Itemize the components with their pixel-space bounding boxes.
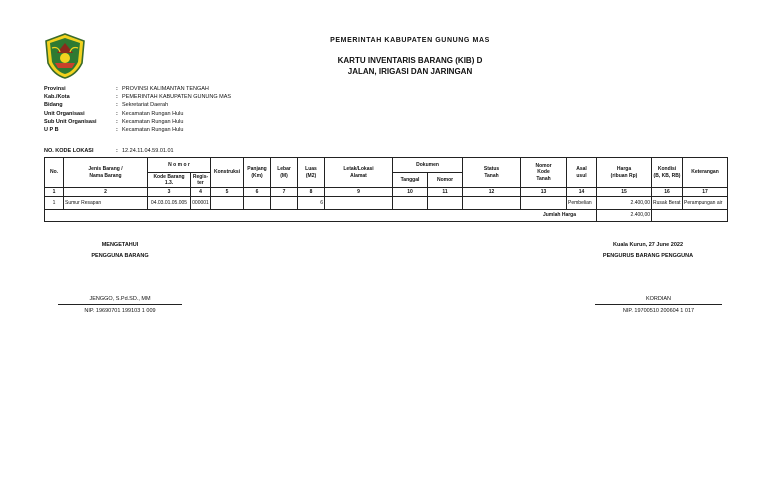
col-tanggal: Tanggal — [393, 173, 428, 188]
col-panjang-line1: Panjang — [247, 166, 267, 172]
info-value: Kecamatan Rungan Hulu — [122, 110, 184, 117]
col-number: 9 — [325, 188, 393, 197]
col-harga-line2: (ribuan Rp) — [610, 172, 638, 179]
col-register-line1: Regis- — [192, 173, 209, 180]
col-number: 10 — [393, 188, 428, 197]
col-number: 13 — [521, 188, 567, 197]
info-label: U P B — [44, 126, 59, 133]
cell-lebar — [271, 197, 298, 210]
col-number: 4 — [191, 188, 211, 197]
cell-no: 1 — [45, 197, 64, 210]
col-number: 1 — [45, 188, 64, 197]
info-label: NO. KODE LOKASI — [44, 148, 94, 154]
col-nomor-dokumen: Nomor — [428, 173, 463, 188]
col-kondisi-line2: (B, KB, RB) — [653, 172, 681, 179]
left-signer-name: JENGGO, S.Pd.SD., MM — [89, 296, 151, 302]
col-harga — [597, 158, 652, 188]
left-role-1: MENGETAHUI — [101, 242, 139, 248]
col-number: 8 — [298, 188, 325, 197]
document-subtitle: JALAN, IRIGASI DAN JARINGAN — [347, 67, 473, 76]
col-number: 16 — [652, 188, 683, 197]
total-label: Jumlah Harga — [45, 210, 597, 222]
col-number: 7 — [271, 188, 298, 197]
col-number: 6 — [244, 188, 271, 197]
col-number: 17 — [683, 188, 728, 197]
info-block — [44, 85, 231, 134]
col-luas-line2: (M2) — [305, 172, 317, 179]
info-label: Sub Unit Organisasi — [44, 118, 97, 125]
col-number: 5 — [211, 188, 244, 197]
inventory-table — [44, 157, 728, 222]
col-status-line1: Status — [483, 166, 500, 172]
col-luas-line1: Luas — [305, 166, 317, 172]
col-lebar-line1: Lebar — [277, 166, 291, 172]
col-kondisi-line1: Kondisi — [657, 166, 677, 172]
right-signer-name: KORDIAN — [645, 296, 672, 302]
col-letak-line2: Alamat — [350, 172, 367, 179]
col-kode-barang-line1: Kode Barang — [153, 173, 185, 180]
col-kondisi — [652, 158, 683, 188]
col-lebar — [271, 158, 298, 188]
info-colon: : — [116, 110, 118, 117]
info-value: Kecamatan Rungan Hulu — [122, 126, 184, 133]
cell-panjang — [244, 197, 271, 210]
table-row — [45, 197, 728, 210]
info-colon: : — [116, 86, 118, 92]
cell-tanggal — [393, 197, 428, 210]
col-dokumen: Dokumen — [393, 158, 463, 173]
table-header-row — [45, 158, 728, 173]
info-row-unit — [44, 110, 231, 118]
col-register-line2: ter — [197, 180, 204, 186]
col-jenis-line1: Jenis Barang / — [88, 166, 123, 172]
col-asal-line1: Asal — [576, 166, 587, 172]
col-no: No. — [45, 158, 64, 188]
info-label: Provinsi — [44, 86, 66, 92]
col-number: 3 — [148, 188, 191, 197]
left-signature-line — [58, 304, 182, 305]
col-number: 15 — [597, 188, 652, 197]
info-row-provinsi — [44, 85, 231, 93]
info-row-upb — [44, 126, 231, 134]
info-row-kabkota — [44, 93, 231, 101]
col-asal-line2: usul — [576, 172, 587, 179]
cell-kode-barang: 04.03.01.05.005 — [148, 197, 191, 210]
cell-register: 000001 — [191, 197, 211, 210]
info-colon: : — [116, 118, 118, 125]
col-asal — [567, 158, 597, 188]
info-colon: : — [116, 148, 118, 154]
cell-kode-tanah — [521, 197, 567, 210]
info-value: PEMERINTAH KABUPATEN GUNUNG MAS — [122, 94, 232, 101]
col-panjang-line2: (Km) — [251, 172, 263, 179]
cell-konstruksi — [211, 197, 244, 210]
col-number: 12 — [463, 188, 521, 197]
col-status-line2: Tanah — [484, 172, 499, 179]
col-kode-tanah-line3: Tanah — [536, 175, 551, 182]
total-empty-cell — [652, 210, 728, 222]
kode-lokasi-row — [44, 148, 174, 154]
info-value: 12.24.11.04.59.01.01 — [122, 148, 174, 154]
info-colon: : — [116, 126, 118, 133]
info-colon: : — [116, 94, 118, 101]
col-kode-tanah — [521, 158, 567, 188]
cell-harga: 2.400,00 — [597, 197, 652, 210]
right-signer-nip: NIP. 19700510 200604 1 017 — [622, 308, 695, 314]
cell-keterangan: Perampungan air — [683, 197, 728, 210]
col-letak — [325, 158, 393, 188]
cell-nama-barang: Sumur Resapan — [64, 197, 148, 210]
col-register — [191, 173, 211, 188]
info-label: Unit Organisasi — [44, 110, 85, 117]
right-signature-line — [595, 304, 722, 305]
col-kode-tanah-line2: Kode — [537, 169, 550, 176]
cell-status — [463, 197, 521, 210]
col-keterangan: Keterangan — [683, 158, 728, 188]
cell-luas: 6 — [298, 197, 325, 210]
gunung-mas-emblem-icon — [44, 33, 86, 79]
col-konstruksi: Konstruksi — [211, 158, 244, 188]
col-lebar-line2: (M) — [280, 172, 288, 179]
left-role-2: PENGGUNA BARANG — [91, 253, 149, 259]
col-harga-line1: Harga — [616, 166, 632, 172]
col-panjang — [244, 158, 271, 188]
col-number: 14 — [567, 188, 597, 197]
col-jenis — [64, 158, 148, 188]
col-nomor: N o m o r — [148, 158, 211, 173]
government-heading: PEMERINTAH KABUPATEN GUNUNG MAS — [330, 37, 490, 44]
col-kode-barang-line2: 1.3. — [164, 180, 174, 186]
info-label: Bidang — [44, 102, 63, 109]
col-status — [463, 158, 521, 188]
col-kode-barang — [148, 173, 191, 188]
col-letak-line1: Letak/Lokasi — [343, 166, 374, 172]
col-number: 11 — [428, 188, 463, 197]
total-value: 2.400,00 — [597, 210, 652, 222]
right-place-date: Kuala Kurun, 27 June 2022 — [613, 242, 683, 248]
info-label: Kab./Kota — [44, 94, 70, 101]
left-signer-nip: NIP. 19690701 199103 1 009 — [84, 308, 156, 314]
column-number-row — [45, 188, 728, 197]
info-value: Kecamatan Rungan Hulu — [122, 118, 184, 125]
cell-nomor-dokumen — [428, 197, 463, 210]
info-row-subunit — [44, 118, 231, 126]
info-value: Sekretariat Daerah — [122, 102, 169, 109]
col-luas — [298, 158, 325, 188]
cell-letak — [325, 197, 393, 210]
cell-kondisi: Rusak Berat — [652, 197, 683, 210]
total-row — [45, 210, 728, 222]
right-role: PENGURUS BARANG PENGGUNA — [602, 253, 694, 259]
info-colon: : — [116, 102, 118, 109]
col-number: 2 — [64, 188, 148, 197]
cell-asal-usul: Pembelian — [567, 197, 597, 210]
info-row-bidang — [44, 101, 231, 109]
col-kode-tanah-line1: Nomor — [535, 162, 552, 169]
col-jenis-line2: Nama Barang — [89, 172, 122, 179]
document-title: KARTU INVENTARIS BARANG (KIB) D — [337, 56, 483, 65]
info-value: PROVINSI KALIMANTAN TENGAH — [122, 86, 209, 92]
